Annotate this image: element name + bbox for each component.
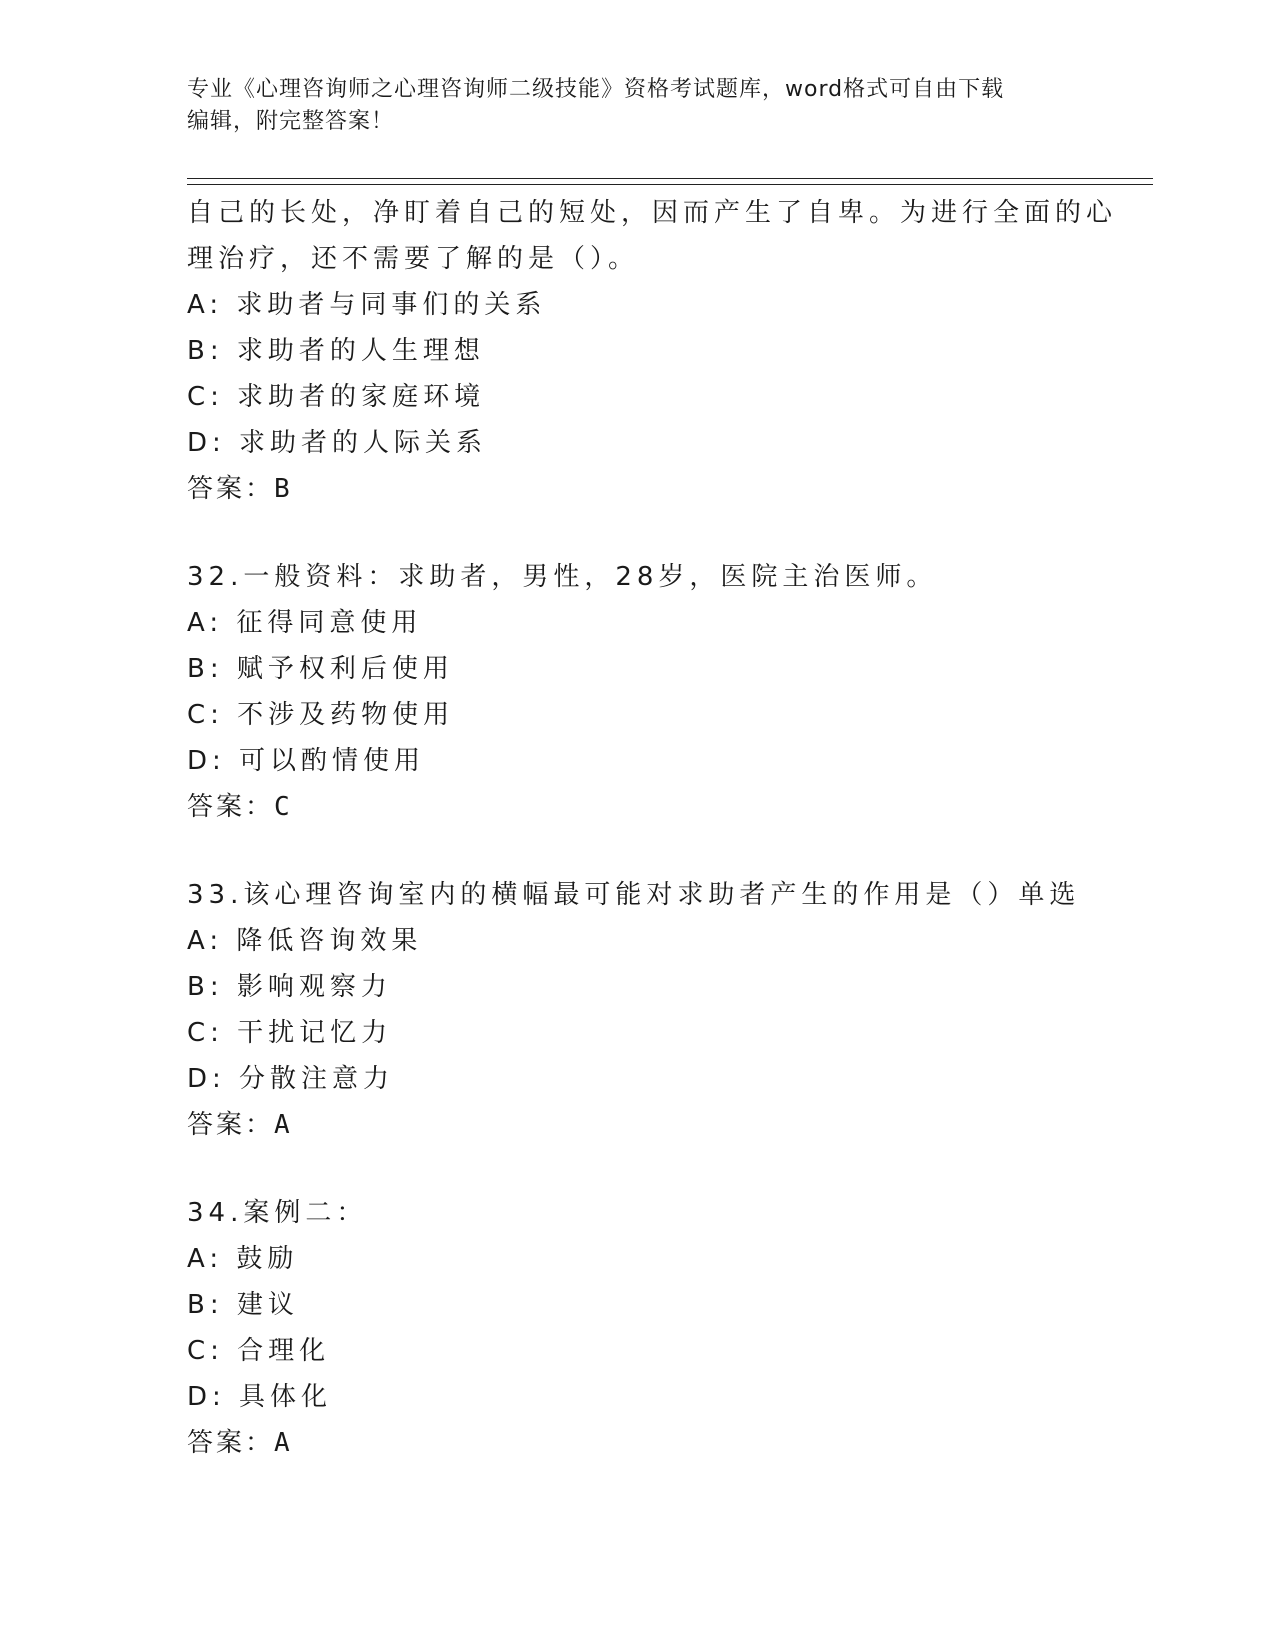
answer-label: 答案： [187,1428,275,1458]
question-list [187,190,1127,1466]
question-spacer [187,1148,1127,1190]
option-b: B: 影响观察力 [187,972,392,1002]
answer-label: 答案： [187,792,275,822]
option-a: A: 鼓励 [187,1244,299,1274]
option-c: C: 不涉及药物使用 [187,700,455,730]
answer-value: A [274,1110,290,1140]
answer-value: B [274,474,290,504]
question-stem: 34.案例二： [187,1198,368,1228]
document-header [187,74,1087,138]
answer-label: 答案： [187,1110,275,1140]
option-c: C: 求助者的家庭环境 [187,382,486,412]
option-b: B: 建议 [187,1290,299,1320]
question-33 [187,872,1127,1148]
answer-line [187,1420,1127,1466]
option-d: D: 分散注意力 [187,1064,395,1094]
option-b: B: 求助者的人生理想 [187,336,485,366]
question-spacer [187,830,1127,872]
option-c: C: 合理化 [187,1336,331,1366]
option-a: A: 征得同意使用 [187,608,423,638]
answer-value: C [274,792,290,822]
option-d: D: 可以酌情使用 [187,746,426,776]
question-32 [187,554,1127,830]
option-a: A: 求助者与同事们的关系 [187,290,547,320]
question-stem-line: 理治疗，还不需要了解的是（）。 [187,244,640,274]
question-34 [187,1190,1127,1466]
question-31-continued [187,190,1127,512]
question-stem-line: 自己的长处，净盯着自己的短处，因而产生了自卑。为进行全面的心 [187,198,1118,228]
answer-line [187,784,1127,830]
header-line-2: 编辑，附完整答案！ [187,109,395,134]
answer-line [187,466,1127,512]
option-d: D: 求助者的人际关系 [187,428,488,458]
option-b: B: 赋予权利后使用 [187,654,454,684]
question-stem: 33.该心理咨询室内的横幅最可能对求助者产生的作用是（）单选 [187,880,1081,910]
header-divider [187,178,1153,185]
question-spacer [187,512,1127,554]
header-line-1: 专业《心理咨询师之心理咨询师二级技能》资格考试题库，word格式可自由下载 [187,77,1005,102]
option-c: C: 干扰记忆力 [187,1018,393,1048]
option-d: D: 具体化 [187,1382,333,1412]
question-stem: 32.一般资料：求助者，男性，28岁，医院主治医师。 [187,562,938,592]
option-a: A: 降低咨询效果 [187,926,423,956]
answer-line [187,1102,1127,1148]
answer-value: A [274,1428,290,1458]
answer-label: 答案： [187,474,275,504]
